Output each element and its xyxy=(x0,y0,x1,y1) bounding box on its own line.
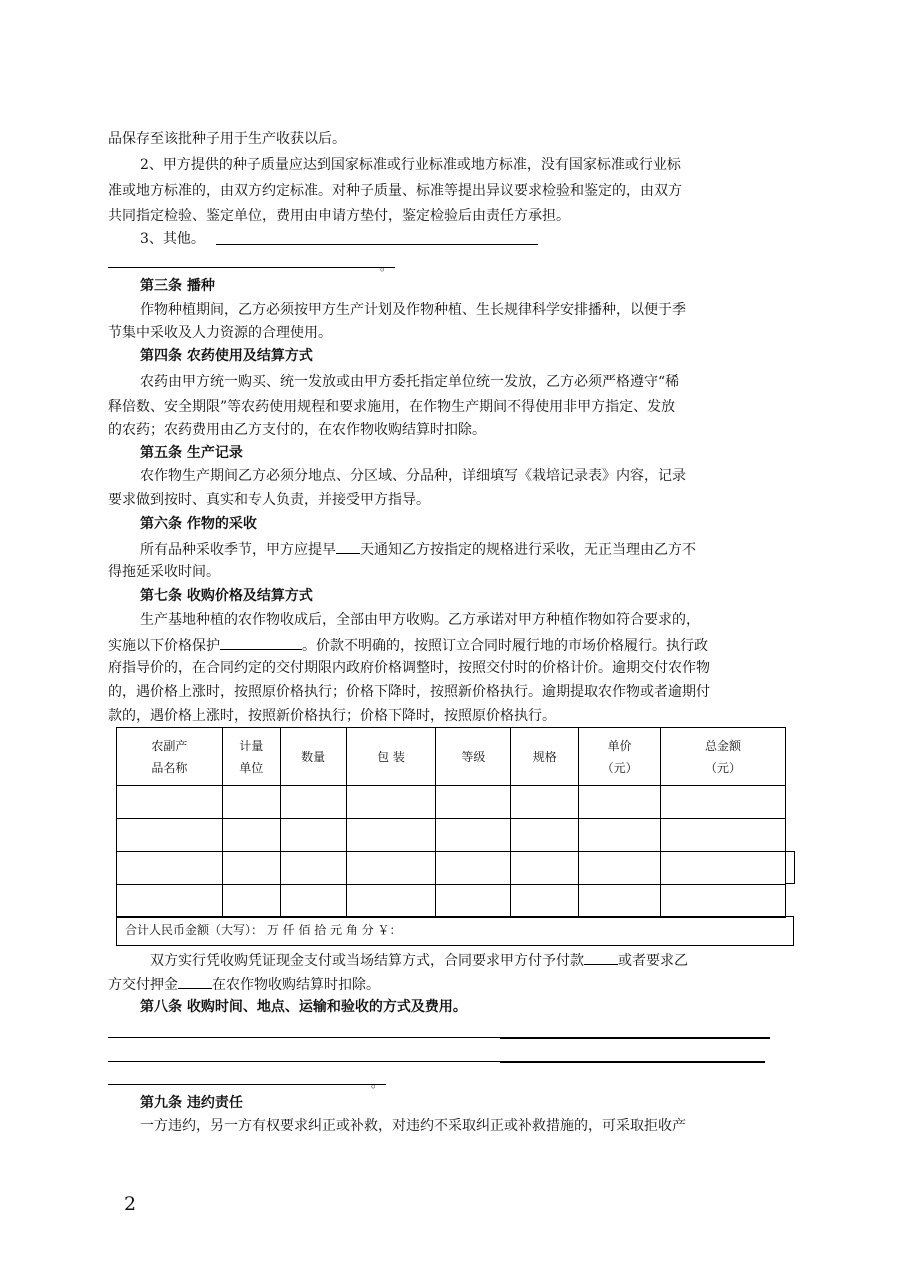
header-cell: 计量 单位 xyxy=(222,728,280,786)
article-6-title: 第六条 作物的采收 xyxy=(140,516,257,532)
table-row xyxy=(117,885,786,918)
text-line xyxy=(150,948,688,972)
text-line: 的农药；农药费用由乙方支付的，在农作物收购结算时扣除。 xyxy=(108,422,486,438)
text-line: 得拖延采收时间。 xyxy=(108,564,220,580)
header-cell: 总金额 （元） xyxy=(661,728,786,786)
blank-line xyxy=(500,1061,765,1063)
text-line: 款的，遇价格上涨时，按照新价格执行；价格下降时，按照原价格执行。 xyxy=(108,708,556,724)
text-line: 准或地方标准的，由双方约定标准。对种子质量、标准等提出异议要求检验和鉴定的，由双方 xyxy=(108,183,682,199)
article-9-title: 第九条 违约责任 xyxy=(140,1095,243,1111)
text-segment: 或者要求乙 xyxy=(618,953,688,969)
text-line: 一方违约，另一方有权要求纠正或补救，对违约不采取纠正或补救措施的，可采取拒收产 xyxy=(140,1118,686,1134)
header-cell: 规格 xyxy=(511,728,579,786)
text-line xyxy=(140,537,696,561)
text-line: 作物种植期间，乙方必须按甲方生产计划及作物种植、生长规律科学安排播种，以便于季 xyxy=(140,302,686,318)
header-cell: 农副产 品名称 xyxy=(117,728,223,786)
article-4-title: 第四条 农药使用及结算方式 xyxy=(140,348,313,364)
blank-line xyxy=(108,267,395,268)
table-cell-extension xyxy=(785,851,795,884)
text-line: 共同指定检验、鉴定单位，费用由申请方垫付，鉴定检验后由责任方承担。 xyxy=(108,208,570,224)
header-cell: 等级 xyxy=(436,728,511,786)
blank-field xyxy=(220,633,302,650)
blank-field xyxy=(336,537,360,554)
table-row xyxy=(117,819,786,852)
blank-field xyxy=(584,948,618,965)
period-mark: 。 xyxy=(380,259,393,273)
text-segment: 所有品种采收季节，甲方应提早 xyxy=(140,542,336,558)
header-cell: 包 装 xyxy=(346,728,436,786)
blank-line xyxy=(108,1061,500,1062)
table-header-row xyxy=(117,728,786,786)
text-line: 释倍数、安全期限”等农药使用规程和要求施用，在作物生产期间不得使用非甲方指定、发放 xyxy=(108,399,676,415)
total-amount-row: 合计人民币金额（大写）： 万 仟 佰 拾 元 角 分 ￥： xyxy=(116,916,794,946)
article-3-title: 第三条 播种 xyxy=(140,278,215,294)
text-line: 要求做到按时、真实和专人负责，并接受甲方指导。 xyxy=(108,492,430,508)
page-number: 2 xyxy=(124,1193,137,1215)
table-row xyxy=(117,852,786,885)
blank-line xyxy=(108,1084,386,1085)
text-line xyxy=(108,633,708,657)
article-8-title: 第八条 收购时间、地点、运输和验收的方式及费用。 xyxy=(140,999,467,1015)
text-line: 2、甲方提供的种子质量应达到国家标准或行业标准或地方标准，没有国家标准或行业标 xyxy=(140,157,681,173)
blank-line xyxy=(216,244,538,245)
table-row xyxy=(117,786,786,819)
blank-field xyxy=(178,972,212,989)
text-segment: 在农作物收购结算时扣除。 xyxy=(212,977,380,993)
period-mark: 。 xyxy=(371,1076,384,1090)
text-line: 品保存至该批种子用于生产收获以后。 xyxy=(108,131,346,147)
text-line: 的，遇价格上涨时，按照原价格执行；价格下降时，按照新价格执行。逾期提取农作物或者逾期付 xyxy=(108,684,710,700)
blank-line xyxy=(500,1037,770,1039)
article-7-title: 第七条 收购价格及结算方式 xyxy=(140,588,313,604)
text-segment: 天通知乙方按指定的规格进行采收，无正当理由乙方不 xyxy=(360,542,696,558)
text-line: 农药由甲方统一购买、统一发放或由甲方委托指定单位统一发放，乙方必须严格遵守“稀 xyxy=(140,374,680,390)
text-line: 府指导价的，在合同约定的交付期限内政府价格调整时，按照交付时的价格计价。逾期交付农作物 xyxy=(108,660,710,676)
text-segment: 方交付押金 xyxy=(108,977,178,993)
text-line: 节集中采收及人力资源的合理使用。 xyxy=(108,325,332,341)
text-segment: 。价款不明确的，按照订立合同时履行地的市场价格履行。执行政 xyxy=(302,638,708,654)
header-cell: 数量 xyxy=(280,728,346,786)
text-segment: 双方实行凭收购凭证现金支付或当场结算方式，合同要求甲方付予付款 xyxy=(150,953,584,969)
text-line: 3、其他。 xyxy=(140,231,205,247)
text-line: 农作物生产期间乙方必须分地点、分区域、分品种，详细填写《栽培记录表》内容，记录 xyxy=(140,468,686,484)
article-5-title: 第五条 生产记录 xyxy=(140,445,243,461)
text-line: 生产基地种植的农作物收成后，全部由甲方收购。乙方承诺对甲方种植作物如符合要求的， xyxy=(140,612,700,628)
text-segment: 实施以下价格保护 xyxy=(108,638,220,654)
header-cell: 单价 （元） xyxy=(579,728,661,786)
text-line xyxy=(108,972,380,996)
price-table xyxy=(116,727,786,918)
blank-line xyxy=(108,1037,500,1038)
